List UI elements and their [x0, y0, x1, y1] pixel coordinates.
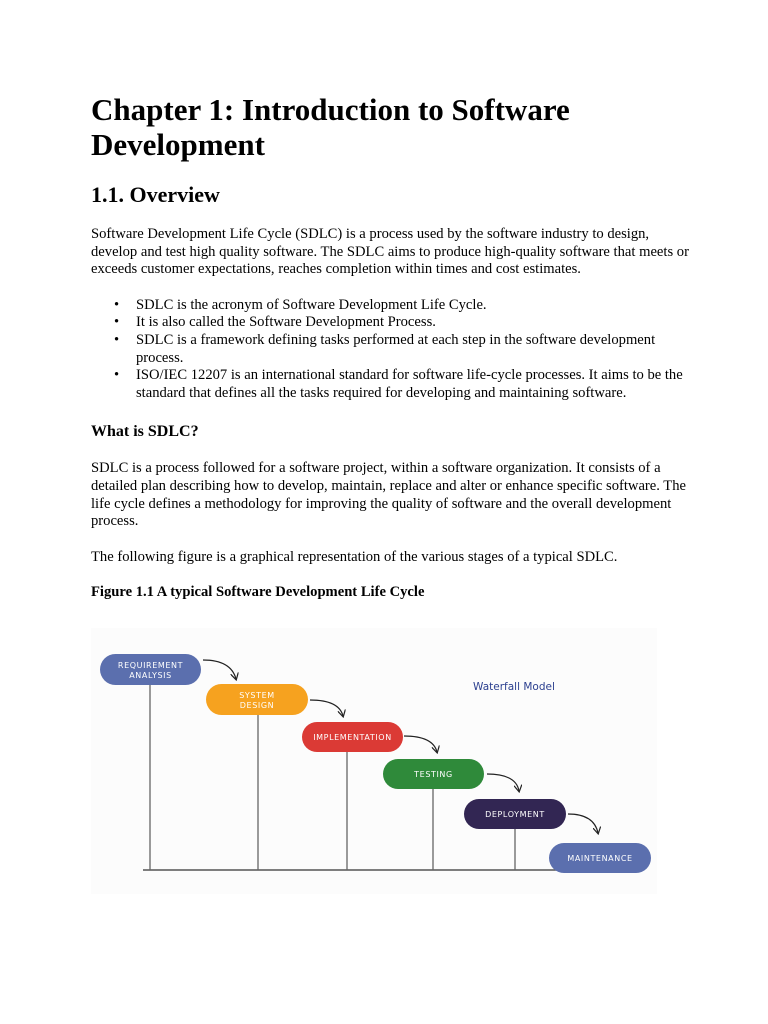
bullet-item	[114, 367, 691, 402]
chapter-title: Chapter 1: Introduction to Software Development	[91, 92, 570, 162]
bullet-item	[114, 296, 691, 315]
flow-arrow	[310, 700, 343, 716]
model-label: Waterfall Model	[473, 681, 555, 693]
flow-arrow	[404, 736, 437, 752]
stage-implementation	[302, 722, 403, 752]
stage-label: SYSTEM	[239, 691, 275, 700]
stage-maintenance	[549, 843, 651, 873]
section-heading: 1.1. Overview	[91, 182, 220, 207]
stage-label: IMPLEMENTATION	[313, 733, 392, 742]
figure-intro-paragraph: The following figure is a graphical representation of the various stages of a typical SDLC.	[91, 548, 618, 565]
stage-deployment	[464, 799, 566, 829]
stage-system-design	[206, 684, 308, 715]
bullet-text: SDLC is a framework defining tasks performed at each step in the software development process.	[136, 331, 656, 366]
bullet-item	[114, 331, 691, 367]
stage-label: DESIGN	[239, 701, 275, 710]
bullet-list	[91, 297, 691, 403]
stage-label: DEPLOYMENT	[485, 810, 545, 819]
stage-requirement-analysis	[100, 654, 201, 685]
stage-label: ANALYSIS	[129, 671, 172, 680]
bullet-marker: •	[114, 331, 120, 348]
stage-label: REQUIREMENT	[117, 661, 184, 670]
bullet-item	[114, 314, 691, 332]
stage-label: MAINTENANCE	[567, 854, 633, 863]
bullet-text: SDLC is the acronym of Software Development Life Cycle.	[136, 296, 487, 313]
overview-paragraph: Software Development Life Cycle (SDLC) is a process used by the software industry to design, develop and test high quality software. The SDLC aims to produce high-quality software that meets or exceeds customer expectations, reaches completion within times and cost estimates.	[91, 226, 689, 278]
waterfall-diagram	[91, 628, 657, 894]
flow-arrow	[568, 814, 598, 833]
bullet-text: ISO/IEC 12207 is an international standard for software life-cycle processes. It aims to be the standard that defines all the tasks required for developing and maintaining software.	[136, 367, 683, 401]
subheading-what-is-sdlc: What is SDLC?	[91, 423, 199, 441]
sdlc-paragraph: SDLC is a process followed for a software project, within a software organization. It consists of a detailed plan describing how to develop, maintain, replace and alter or enhance specific software. The life cycle defines a methodology for improving the quality of software and the overall development process.	[91, 460, 686, 530]
bullet-marker: •	[114, 367, 120, 384]
figure-caption: Figure 1.1 A typical Software Development Life Cycle	[91, 584, 425, 601]
flow-arrow	[487, 774, 519, 791]
flow-arrow	[203, 660, 236, 679]
waterfall-svg	[91, 628, 657, 894]
bullet-text: It is also called the Software Development Process.	[136, 314, 436, 331]
bullet-marker: •	[114, 314, 120, 331]
stage-testing	[383, 759, 484, 789]
document-page	[91, 92, 691, 602]
stage-label: TESTING	[414, 770, 453, 779]
bullet-marker: •	[114, 296, 120, 313]
